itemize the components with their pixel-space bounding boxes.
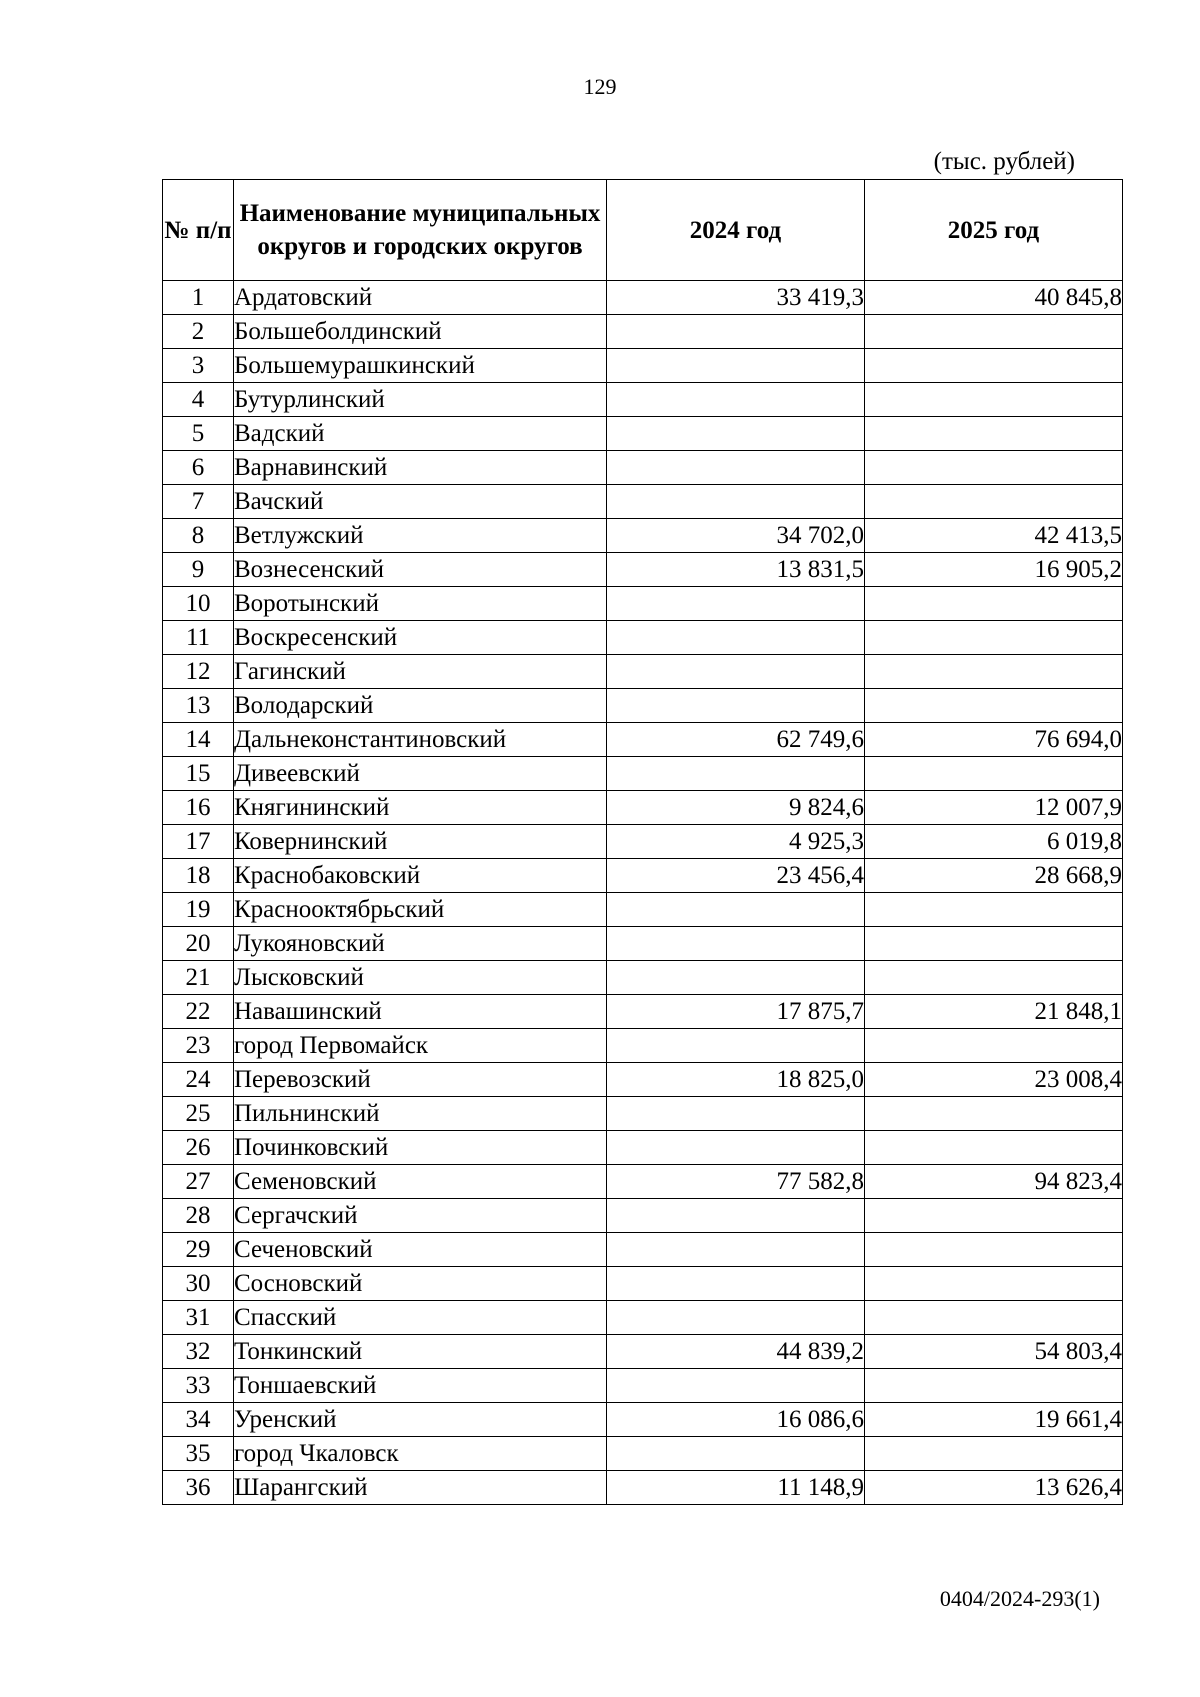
row-value-2025: 54 803,4 <box>865 1335 1123 1369</box>
row-value-2024 <box>607 1301 865 1335</box>
row-value-2025 <box>865 1029 1123 1063</box>
row-value-2024 <box>607 689 865 723</box>
row-value-2025 <box>865 1131 1123 1165</box>
table-header-row <box>163 180 1123 281</box>
row-number: 5 <box>163 417 234 451</box>
table-row <box>163 1165 1123 1199</box>
row-value-2024: 44 839,2 <box>607 1335 865 1369</box>
row-name: Ветлужский <box>234 519 607 553</box>
table-row <box>163 349 1123 383</box>
row-name: Варнавинский <box>234 451 607 485</box>
row-number: 4 <box>163 383 234 417</box>
row-number: 1 <box>163 281 234 315</box>
row-value-2025: 28 668,9 <box>865 859 1123 893</box>
row-number: 13 <box>163 689 234 723</box>
row-value-2025: 12 007,9 <box>865 791 1123 825</box>
row-name: Спасский <box>234 1301 607 1335</box>
row-number: 34 <box>163 1403 234 1437</box>
row-number: 7 <box>163 485 234 519</box>
row-value-2025 <box>865 587 1123 621</box>
row-name: Воротынский <box>234 587 607 621</box>
row-value-2024: 77 582,8 <box>607 1165 865 1199</box>
row-name: Сергачский <box>234 1199 607 1233</box>
row-number: 35 <box>163 1437 234 1471</box>
row-number: 12 <box>163 655 234 689</box>
table-row <box>163 655 1123 689</box>
table-row <box>163 995 1123 1029</box>
row-name: Тонкинский <box>234 1335 607 1369</box>
table-row <box>163 1029 1123 1063</box>
row-name: Уренский <box>234 1403 607 1437</box>
row-name: Лысковский <box>234 961 607 995</box>
row-number: 28 <box>163 1199 234 1233</box>
row-value-2024 <box>607 1097 865 1131</box>
row-value-2024 <box>607 655 865 689</box>
row-number: 15 <box>163 757 234 791</box>
row-value-2025: 19 661,4 <box>865 1403 1123 1437</box>
row-name: Вадский <box>234 417 607 451</box>
row-value-2024: 13 831,5 <box>607 553 865 587</box>
table-row <box>163 587 1123 621</box>
row-value-2024 <box>607 893 865 927</box>
row-number: 19 <box>163 893 234 927</box>
row-value-2025: 94 823,4 <box>865 1165 1123 1199</box>
row-value-2025 <box>865 757 1123 791</box>
row-value-2024 <box>607 417 865 451</box>
row-value-2024 <box>607 451 865 485</box>
row-number: 18 <box>163 859 234 893</box>
row-number: 24 <box>163 1063 234 1097</box>
row-value-2024: 9 824,6 <box>607 791 865 825</box>
row-name: Воскресенский <box>234 621 607 655</box>
row-number: 11 <box>163 621 234 655</box>
row-number: 3 <box>163 349 234 383</box>
row-value-2024 <box>607 587 865 621</box>
row-value-2025 <box>865 927 1123 961</box>
row-value-2024: 34 702,0 <box>607 519 865 553</box>
table-row <box>163 553 1123 587</box>
row-number: 29 <box>163 1233 234 1267</box>
table-row <box>163 485 1123 519</box>
row-value-2024: 11 148,9 <box>607 1471 865 1505</box>
row-value-2024 <box>607 315 865 349</box>
row-value-2025 <box>865 1369 1123 1403</box>
row-name: Краснооктябрьский <box>234 893 607 927</box>
table-row <box>163 315 1123 349</box>
row-name: Пильнинский <box>234 1097 607 1131</box>
units-label: (тыс. рублей) <box>933 148 1075 175</box>
row-value-2024 <box>607 1369 865 1403</box>
row-number: 14 <box>163 723 234 757</box>
row-name: Княгининский <box>234 791 607 825</box>
row-value-2025 <box>865 451 1123 485</box>
row-value-2025 <box>865 1097 1123 1131</box>
row-value-2025 <box>865 1267 1123 1301</box>
row-name: Большеболдинский <box>234 315 607 349</box>
row-name: Володарский <box>234 689 607 723</box>
row-value-2025 <box>865 1301 1123 1335</box>
table-row <box>163 1437 1123 1471</box>
table-row <box>163 961 1123 995</box>
row-name: Семеновский <box>234 1165 607 1199</box>
document-code: 0404/2024-293(1) <box>939 1586 1100 1611</box>
table-row <box>163 451 1123 485</box>
row-number: 22 <box>163 995 234 1029</box>
row-number: 27 <box>163 1165 234 1199</box>
table-row <box>163 893 1123 927</box>
row-value-2025 <box>865 417 1123 451</box>
table-row <box>163 281 1123 315</box>
row-value-2024 <box>607 1199 865 1233</box>
row-number: 9 <box>163 553 234 587</box>
row-number: 31 <box>163 1301 234 1335</box>
row-number: 30 <box>163 1267 234 1301</box>
row-number: 16 <box>163 791 234 825</box>
row-name: город Чкаловск <box>234 1437 607 1471</box>
row-value-2025: 6 019,8 <box>865 825 1123 859</box>
table-row <box>163 723 1123 757</box>
table-row <box>163 519 1123 553</box>
row-value-2025: 42 413,5 <box>865 519 1123 553</box>
row-value-2025 <box>865 383 1123 417</box>
row-value-2024: 17 875,7 <box>607 995 865 1029</box>
row-value-2025 <box>865 315 1123 349</box>
row-number: 6 <box>163 451 234 485</box>
table-row <box>163 1335 1123 1369</box>
table-row <box>163 927 1123 961</box>
row-name: Сеченовский <box>234 1233 607 1267</box>
table-header <box>163 180 1123 281</box>
row-value-2024 <box>607 349 865 383</box>
row-value-2024: 18 825,0 <box>607 1063 865 1097</box>
row-name: Лукояновский <box>234 927 607 961</box>
row-name: Ковернинский <box>234 825 607 859</box>
header-2025: 2025 год <box>865 180 1123 281</box>
row-name: Дивеевский <box>234 757 607 791</box>
row-name: Вачский <box>234 485 607 519</box>
table-row <box>163 1471 1123 1505</box>
row-name: Дальнеконстантиновский <box>234 723 607 757</box>
row-value-2025 <box>865 1233 1123 1267</box>
row-name: Краснобаковский <box>234 859 607 893</box>
page-number: 129 <box>583 74 617 99</box>
row-number: 8 <box>163 519 234 553</box>
row-value-2025 <box>865 621 1123 655</box>
row-number: 20 <box>163 927 234 961</box>
row-value-2024: 33 419,3 <box>607 281 865 315</box>
row-value-2025 <box>865 1199 1123 1233</box>
row-value-2025: 21 848,1 <box>865 995 1123 1029</box>
table-row <box>163 1199 1123 1233</box>
row-name: Починковский <box>234 1131 607 1165</box>
row-value-2025: 16 905,2 <box>865 553 1123 587</box>
table-row <box>163 1063 1123 1097</box>
row-number: 32 <box>163 1335 234 1369</box>
row-value-2025 <box>865 349 1123 383</box>
row-name: Перевозский <box>234 1063 607 1097</box>
row-value-2025 <box>865 689 1123 723</box>
budget-table <box>162 179 1123 1505</box>
row-number: 10 <box>163 587 234 621</box>
row-value-2024 <box>607 1131 865 1165</box>
row-value-2024 <box>607 1029 865 1063</box>
row-number: 25 <box>163 1097 234 1131</box>
row-name: Ардатовский <box>234 281 607 315</box>
header-2024: 2024 год <box>607 180 865 281</box>
row-value-2024: 23 456,4 <box>607 859 865 893</box>
row-value-2024: 62 749,6 <box>607 723 865 757</box>
row-name: Навашинский <box>234 995 607 1029</box>
row-value-2025 <box>865 655 1123 689</box>
row-name: Сосновский <box>234 1267 607 1301</box>
row-value-2024 <box>607 927 865 961</box>
table-row <box>163 1403 1123 1437</box>
header-name: Наименование муниципальных округов и городских округов <box>234 180 607 281</box>
row-name: Вознесенский <box>234 553 607 587</box>
row-number: 26 <box>163 1131 234 1165</box>
row-value-2025 <box>865 485 1123 519</box>
row-value-2024: 16 086,6 <box>607 1403 865 1437</box>
row-number: 2 <box>163 315 234 349</box>
row-value-2025: 23 008,4 <box>865 1063 1123 1097</box>
row-number: 33 <box>163 1369 234 1403</box>
table-row <box>163 621 1123 655</box>
row-value-2025: 13 626,4 <box>865 1471 1123 1505</box>
row-value-2025 <box>865 961 1123 995</box>
table-row <box>163 1097 1123 1131</box>
header-num: № п/п <box>163 180 234 281</box>
row-value-2024 <box>607 1233 865 1267</box>
table-row <box>163 791 1123 825</box>
table-body <box>163 281 1123 1505</box>
row-name: город Первомайск <box>234 1029 607 1063</box>
table-row <box>163 417 1123 451</box>
row-number: 21 <box>163 961 234 995</box>
table-row <box>163 1131 1123 1165</box>
row-value-2025: 76 694,0 <box>865 723 1123 757</box>
row-name: Шарангский <box>234 1471 607 1505</box>
row-value-2024 <box>607 961 865 995</box>
row-number: 36 <box>163 1471 234 1505</box>
table-row <box>163 689 1123 723</box>
row-value-2025 <box>865 893 1123 927</box>
row-value-2024 <box>607 383 865 417</box>
row-value-2024 <box>607 485 865 519</box>
row-value-2024 <box>607 1437 865 1471</box>
table-row <box>163 1369 1123 1403</box>
row-value-2024 <box>607 621 865 655</box>
row-number: 17 <box>163 825 234 859</box>
table-row <box>163 825 1123 859</box>
row-value-2024 <box>607 757 865 791</box>
table-row <box>163 757 1123 791</box>
row-value-2024 <box>607 1267 865 1301</box>
table-row <box>163 1267 1123 1301</box>
row-name: Гагинский <box>234 655 607 689</box>
row-value-2025: 40 845,8 <box>865 281 1123 315</box>
row-name: Большемурашкинский <box>234 349 607 383</box>
table-row <box>163 1301 1123 1335</box>
row-number: 23 <box>163 1029 234 1063</box>
row-value-2025 <box>865 1437 1123 1471</box>
table-row <box>163 1233 1123 1267</box>
table-row <box>163 383 1123 417</box>
table-row <box>163 859 1123 893</box>
row-value-2024: 4 925,3 <box>607 825 865 859</box>
row-name: Тоншаевский <box>234 1369 607 1403</box>
row-name: Бутурлинский <box>234 383 607 417</box>
